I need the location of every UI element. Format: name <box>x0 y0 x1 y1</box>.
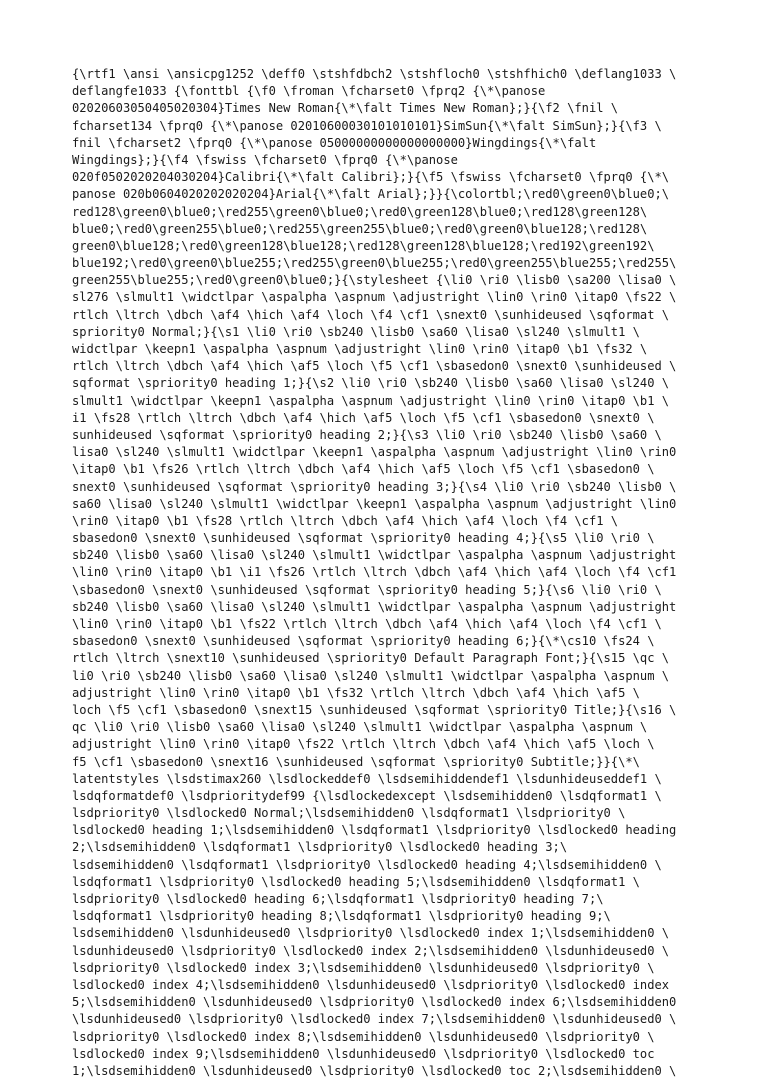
text-line: widctlpar \keepn1 \aspalpha \aspnum \adjustright \lin0 \rin0 \itap0 \b1 \fs32 \ <box>72 342 648 356</box>
text-line: rtlch \ltrch \dbch \af4 \hich \af5 \loch \f5 \cf1 \sbasedon0 \snext0 \sunhideused \ <box>72 359 677 374</box>
text-line: slmult1 \widctlpar \keepn1 \aspalpha \aspnum \adjustright \lin0 \rin0 \itap0 \b1 \ <box>72 393 670 408</box>
text-line: green0\blue128;\red0\green128\blue128;\red128\green128\blue128;\red192\green192\ <box>72 238 655 253</box>
text-line: sa60 \lisa0 \sl240 \slmult1 \widctlpar \keepn1 \aspalpha \aspnum \adjustright \lin0 <box>72 496 677 511</box>
text-line: spriority0 Normal;}{\s1 \li0 \ri0 \sb240 \lisb0 \sa60 \lisa0 \sl240 \slmult1 \ <box>72 324 640 339</box>
text-line: blue192;\red0\green0\blue255;\red255\green0\blue255;\red0\green255\blue255;\red255\ <box>72 256 677 271</box>
text-line: 1;\lsdsemihidden0 \lsdunhideused0 \lsdpriority0 \lsdlocked0 toc 2;\lsdsemihidden0 \ <box>72 1063 677 1078</box>
text-line: adjustright \lin0 \rin0 \itap0 \b1 \fs32 \rtlch \ltrch \dbch \af4 \hich \af5 \ <box>72 685 640 700</box>
text-line: lsdqformat1 \lsdpriority0 \lsdlocked0 heading 5;\lsdsemihidden0 \lsdqformat1 \ <box>72 874 640 889</box>
text-line: 020f0502020204030204}Calibri{\*\falt Calibri};}{\f5 \fswiss \fcharset0 \fprq0 {\*\ <box>72 170 670 185</box>
text-line: lsdlocked0 heading 1;\lsdsemihidden0 \lsdqformat1 \lsdpriority0 \lsdlocked0 heading <box>72 823 677 838</box>
text-line: fnil \fcharset2 \fprq0 {\*\panose 05000000000000000000}Wingdings{\*\falt <box>72 135 597 150</box>
text-line: sb240 \lisb0 \sa60 \lisa0 \sl240 \slmult1 \widctlpar \aspalpha \aspnum \adjustright <box>72 548 677 563</box>
text-line: li0 \ri0 \sb240 \lisb0 \sa60 \lisa0 \sl240 \slmult1 \widctlpar \aspalpha \aspnum \ <box>72 668 670 683</box>
text-line: lsdunhideused0 \lsdpriority0 \lsdlocked0 index 2;\lsdsemihidden0 \lsdunhideused0 \ <box>72 943 670 958</box>
text-line: rtlch \ltrch \dbch \af4 \hich \af4 \loch \f4 \cf1 \snext0 \sunhideused \sqformat \ <box>72 307 670 322</box>
text-line: lsdqformatdef0 \lsdprioritydef99 {\lsdlockedexcept \lsdsemihidden0 \lsdqformat1 \ <box>72 788 662 803</box>
text-line: sbasedon0 \snext0 \sunhideused \sqformat \spriority0 heading 4;}{\s5 \li0 \ri0 \ <box>72 531 655 546</box>
text-line: lsdpriority0 \lsdlocked0 index 3;\lsdsemihidden0 \lsdunhideused0 \lsdpriority0 \ <box>72 960 655 975</box>
text-line: qc \li0 \ri0 \lisb0 \sa60 \lisa0 \sl240 \slmult1 \widctlpar \aspalpha \aspnum \ <box>72 720 648 735</box>
text-line: f5 \cf1 \sbasedon0 \snext16 \sunhideused \sqformat \spriority0 Subtitle;}}{\*\ <box>72 754 640 769</box>
text-line: lisa0 \sl240 \slmult1 \widctlpar \keepn1 \aspalpha \aspnum \adjustright \lin0 \rin0 <box>72 445 677 460</box>
text-line: adjustright \lin0 \rin0 \itap0 \fs22 \rtlch \ltrch \dbch \af4 \hich \af5 \loch \ <box>72 737 655 752</box>
text-line: lsdlocked0 index 4;\lsdsemihidden0 \lsdunhideused0 \lsdpriority0 \lsdlocked0 index <box>72 977 670 992</box>
text-line: green255\blue255;\red0\green0\blue0;}{\stylesheet {\li0 \ri0 \lisb0 \sa200 \lisa0 \ <box>72 273 677 288</box>
text-line: \lsdunhideused0 \lsdpriority0 \lsdlocked0 index 7;\lsdsemihidden0 \lsdunhideused0 \ <box>72 1012 677 1027</box>
text-line: latentstyles \lsdstimax260 \lsdlockeddef0 \lsdsemihiddendef1 \lsdunhideuseddef1 \ <box>72 771 662 786</box>
text-line: loch \f5 \cf1 \sbasedon0 \snext15 \sunhideused \sqformat \spriority0 Title;}{\s16 \ <box>72 702 677 717</box>
text-line: sbasedon0 \snext0 \sunhideused \sqformat \spriority0 heading 6;}{\*\cs10 \fs24 \ <box>72 634 655 649</box>
text-line: snext0 \sunhideused \sqformat \spriority0 heading 3;}{\s4 \li0 \ri0 \sb240 \lisb0 \ <box>72 479 677 494</box>
text-line: \itap0 \b1 \fs26 \rtlch \ltrch \dbch \af4 \hich \af5 \loch \f5 \cf1 \sbasedon0 \ <box>72 462 655 477</box>
text-line: lsdlocked0 index 9;\lsdsemihidden0 \lsdunhideused0 \lsdpriority0 \lsdlocked0 toc <box>72 1046 655 1061</box>
text-line: lsdqformat1 \lsdpriority0 heading 8;\lsdqformat1 \lsdpriority0 heading 9;\ <box>72 909 611 924</box>
text-line: sb240 \lisb0 \sa60 \lisa0 \sl240 \slmult1 \widctlpar \aspalpha \aspnum \adjustright <box>72 599 677 614</box>
text-line: panose 020b0604020202020204}Arial{\*\falt Arial};}}{\colortbl;\red0\green0\blue0;\ <box>72 187 670 202</box>
text-line: lsdsemihidden0 \lsdqformat1 \lsdpriority0 \lsdlocked0 heading 4;\lsdsemihidden0 \ <box>72 857 662 872</box>
text-line: 5;\lsdsemihidden0 \lsdunhideused0 \lsdpriority0 \lsdlocked0 index 6;\lsdsemihidden0 <box>72 995 677 1010</box>
text-line: lsdsemihidden0 \lsdunhideused0 \lsdpriority0 \lsdlocked0 index 1;\lsdsemihidden0 \ <box>72 926 670 941</box>
text-line: Wingdings};}{\f4 \fswiss \fcharset0 \fprq0 {\*\panose <box>72 152 458 167</box>
text-line: sunhideused \sqformat \spriority0 heading 2;}{\s3 \li0 \ri0 \sb240 \lisb0 \sa60 \ <box>72 427 662 442</box>
text-line: \rin0 \itap0 \b1 \fs28 \rtlch \ltrch \dbch \af4 \hich \af4 \loch \f4 \cf1 \ <box>72 513 619 528</box>
text-line: sqformat \spriority0 heading 1;}{\s2 \li0 \ri0 \sb240 \lisb0 \sa60 \lisa0 \sl240 \ <box>72 376 670 391</box>
text-line: deflangfe1033 {\fonttbl {\f0 \froman \fcharset0 \fprq2 {\*\panose <box>72 84 546 99</box>
text-line: rtlch \ltrch \snext10 \sunhideused \spriority0 Default Paragraph Font;}{\s15 \qc \ <box>72 651 670 666</box>
text-line: lsdpriority0 \lsdlocked0 index 8;\lsdsemihidden0 \lsdunhideused0 \lsdpriority0 \ <box>72 1029 655 1044</box>
text-line: \lin0 \rin0 \itap0 \b1 \i1 \fs26 \rtlch \ltrch \dbch \af4 \hich \af4 \loch \f4 \cf1 <box>72 565 677 580</box>
text-line: blue0;\red0\green255\blue0;\red255\green255\blue0;\red0\green0\blue128;\red128\ <box>72 221 648 236</box>
text-line: fcharset134 \fprq0 {\*\panose 02010600030101010101}SimSun{\*\falt SimSun};}{\f3 \ <box>72 118 662 133</box>
text-line: {\rtf1 \ansi \ansicpg1252 \deff0 \stshfdbch2 \stshfloch0 \stshfhich0 \deflang1033 \ <box>72 67 677 81</box>
text-line: \sbasedon0 \snext0 \sunhideused \sqformat \spriority0 heading 5;}{\s6 \li0 \ri0 \ <box>72 582 662 597</box>
text-line: lsdpriority0 \lsdlocked0 heading 6;\lsdqformat1 \lsdpriority0 heading 7;\ <box>72 892 604 906</box>
text-line: 2;\lsdsemihidden0 \lsdqformat1 \lsdpriority0 \lsdlocked0 heading 3;\ <box>72 840 568 855</box>
text-line: red128\green0\blue0;\red255\green0\blue0;\red0\green128\blue0;\red128\green128\ <box>72 204 648 219</box>
text-line: lsdpriority0 \lsdlocked0 Normal;\lsdsemihidden0 \lsdqformat1 \lsdpriority0 \ <box>72 806 626 821</box>
text-line: i1 \fs28 \rtlch \ltrch \dbch \af4 \hich \af5 \loch \f5 \cf1 \sbasedon0 \snext0 \ <box>72 410 655 425</box>
text-line: 02020603050405020304}Times New Roman{\*\falt Times New Roman};}{\f2 \fnil \ <box>72 101 619 116</box>
rtf-source-text <box>72 66 712 1080</box>
text-line: sl276 \slmult1 \widctlpar \aspalpha \aspnum \adjustright \lin0 \rin0 \itap0 \fs22 \ <box>72 290 677 305</box>
text-line: \lin0 \rin0 \itap0 \b1 \fs22 \rtlch \ltrch \dbch \af4 \hich \af4 \loch \f4 \cf1 \ <box>72 617 662 631</box>
